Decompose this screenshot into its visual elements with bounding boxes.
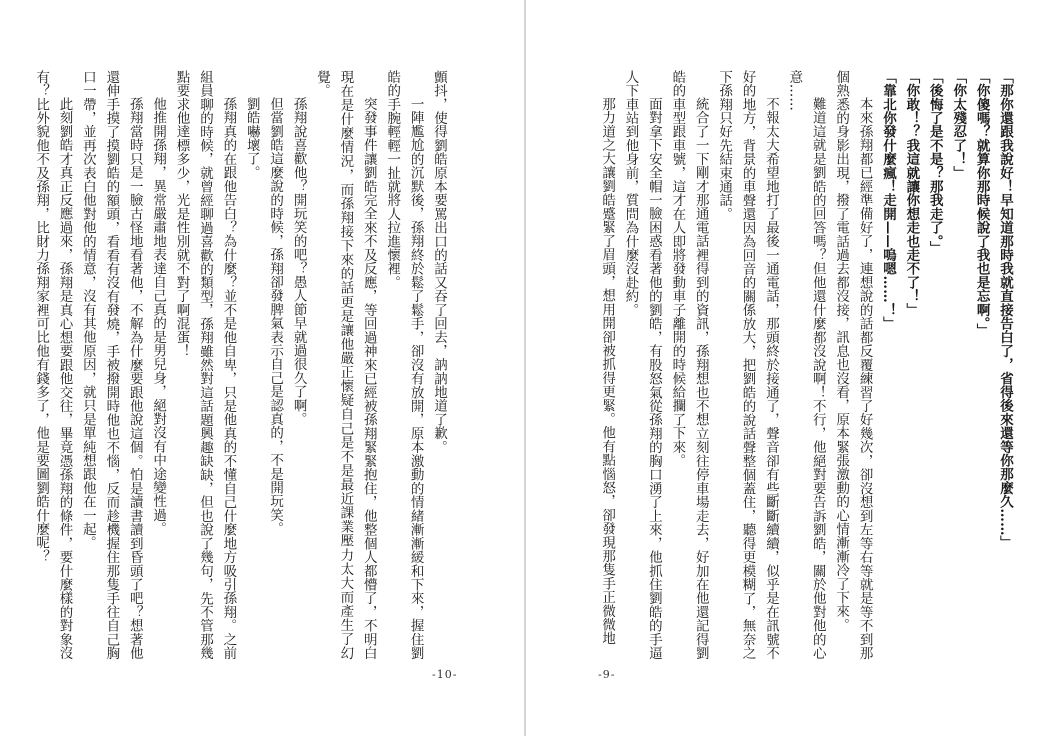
body-paragraph: 不報太大希望地打了最後一通電話，那頭終於接通了，聲音卻有些斷斷續續，似乎是在訊號不好的地方，背景的車聲還因為回音的關係放大，把劉皓的說話聲整個蓋住，聽得更模糊了，無奈之下孫翔只好先結束通話。 (716, 70, 779, 660)
body-paragraph: 統合了一下剛才那通電話裡得到的資訊，孫翔想也不想立刻往停車場走去，好加在他還記得劉皓的車型跟車號，這才在人即將發動車子離開的時候給攔了下來。 (669, 70, 709, 660)
body-paragraph: 孫翔真的在跟他告白？為什麼？並不是他自卑，只是他真的不懂自己什麼地方吸引孫翔。之前組員聊的時候，就曾經聊過喜歡的類型，孫翔雖然對這話題興趣缺缺，但也說了幾句，先不管那幾點要求他達標多少，光是性別就不對了啊混蛋！ (173, 70, 237, 660)
body-paragraph: 孫翔當時只是一臉古怪地看著他，不解為什麼要跟他說這個。怕是讀書讀到昏頭了吧？想著他還伸手摸了摸劉皓的額頭，看看有沒有發燒，手被撥開時他也不惱，反而趁機握住那隻手往自己胸口一帶，並再次表白他對他的情意，沒有其他原因，就只是單純想跟他在一起。 (79, 70, 143, 660)
body-paragraph: 顫抖，使得劉皓原本要罵出口的話又吞了回去，訥訥地道了歉。 (431, 70, 447, 454)
body-paragraph: 面對拿下安全帽一臉困惑看著他的劉皓，有股怒氣從孫翔的胸口湧了上來，他抓住劉皓的手逼人下車站到他身前，質問為什麼沒赴約。 (622, 70, 662, 660)
dialog-line: 「你太殘忍了！」 (950, 70, 967, 180)
body-paragraph: 突發事件讓劉皓完全來不及反應，等回過神來已經被孫翔緊緊抱住，他整個人都懵了，不明白現在是什麼情況，而孫翔接下來的話更是讓他嚴正懷疑自己是不是最近課業壓力太大而產生了幻覺。 (313, 70, 377, 660)
left-page (0, 0, 524, 736)
left-page-text (33, 70, 450, 660)
dialog-line: 「你傻嗎？就算你那時候說了我也是忘啊。」 (973, 70, 990, 338)
body-paragraph: 那力道之大讓劉皓蹙緊了眉頭，想用開卻被抓得更緊。他有點惱怒，卻發現那隻手正微微地 (599, 97, 616, 645)
body-paragraph: 一陣尷尬的沉默後，孫翔終於鬆了鬆手，卻沒有放開，原本激動的情緒漸漸緩和下來，握住劉皓的手腕輕輕一扯就將人拉進懷裡。 (384, 70, 424, 660)
body-paragraph: 但當劉皓這麼說的時候，孫翔卻發脾氣表示自己是認真的，不是開玩笑。 (267, 97, 284, 536)
body-paragraph: 此刻劉皓才真正反應過來，孫翔是真心想要跟他交往，畢竟憑孫翔的條件，要什麼樣的對象沒有？比外貌他不及孫翔，比財力孫翔家裡可比他有錢多了，他是要圖劉皓什麼呢？ (33, 70, 73, 660)
body-paragraph: 孫翔說喜歡他？開玩笑的吧？愚人節早就過很久了啊。 (290, 97, 307, 426)
right-page-number: -9- (598, 668, 616, 681)
right-page (526, 0, 1051, 736)
right-page-text (566, 70, 1016, 660)
body-paragraph: 難道這就是劉皓的回答嗎？但他還什麼都沒說啊！不行，他絕對要告訴劉皓，關於他對他的心意…… (786, 70, 826, 660)
body-paragraph: 劉皓嚇壞了。 (243, 97, 260, 180)
body-paragraph: 他推開孫翔，異常嚴肅地表達自己真的是男兒身，絕對沒有中途變性過。 (150, 97, 167, 536)
dialog-line: 「那你還跟我說好！早知道那時我就直接告白了，省得後來還等你那麼久……」 (997, 70, 1013, 550)
dialog-line: 「後悔了是不是？那我走了。」 (926, 70, 943, 256)
dialog-line: 「靠北你發什麼瘋！走開——嗚嗯……！」 (879, 70, 896, 331)
dialog-line: 「你敢！？我這就讓你想走也走不了！」 (903, 70, 920, 317)
body-paragraph: 本來孫翔都已經準備好了，連想說的話都反覆練習了好幾次，卻沒想到左等右等就是等不到那個熟悉的身影出現，撥了電話過去都沒接，訊息也沒看，原本緊張激動的心情漸漸冷了下來。 (833, 70, 873, 660)
left-page-number: -10- (432, 668, 458, 681)
